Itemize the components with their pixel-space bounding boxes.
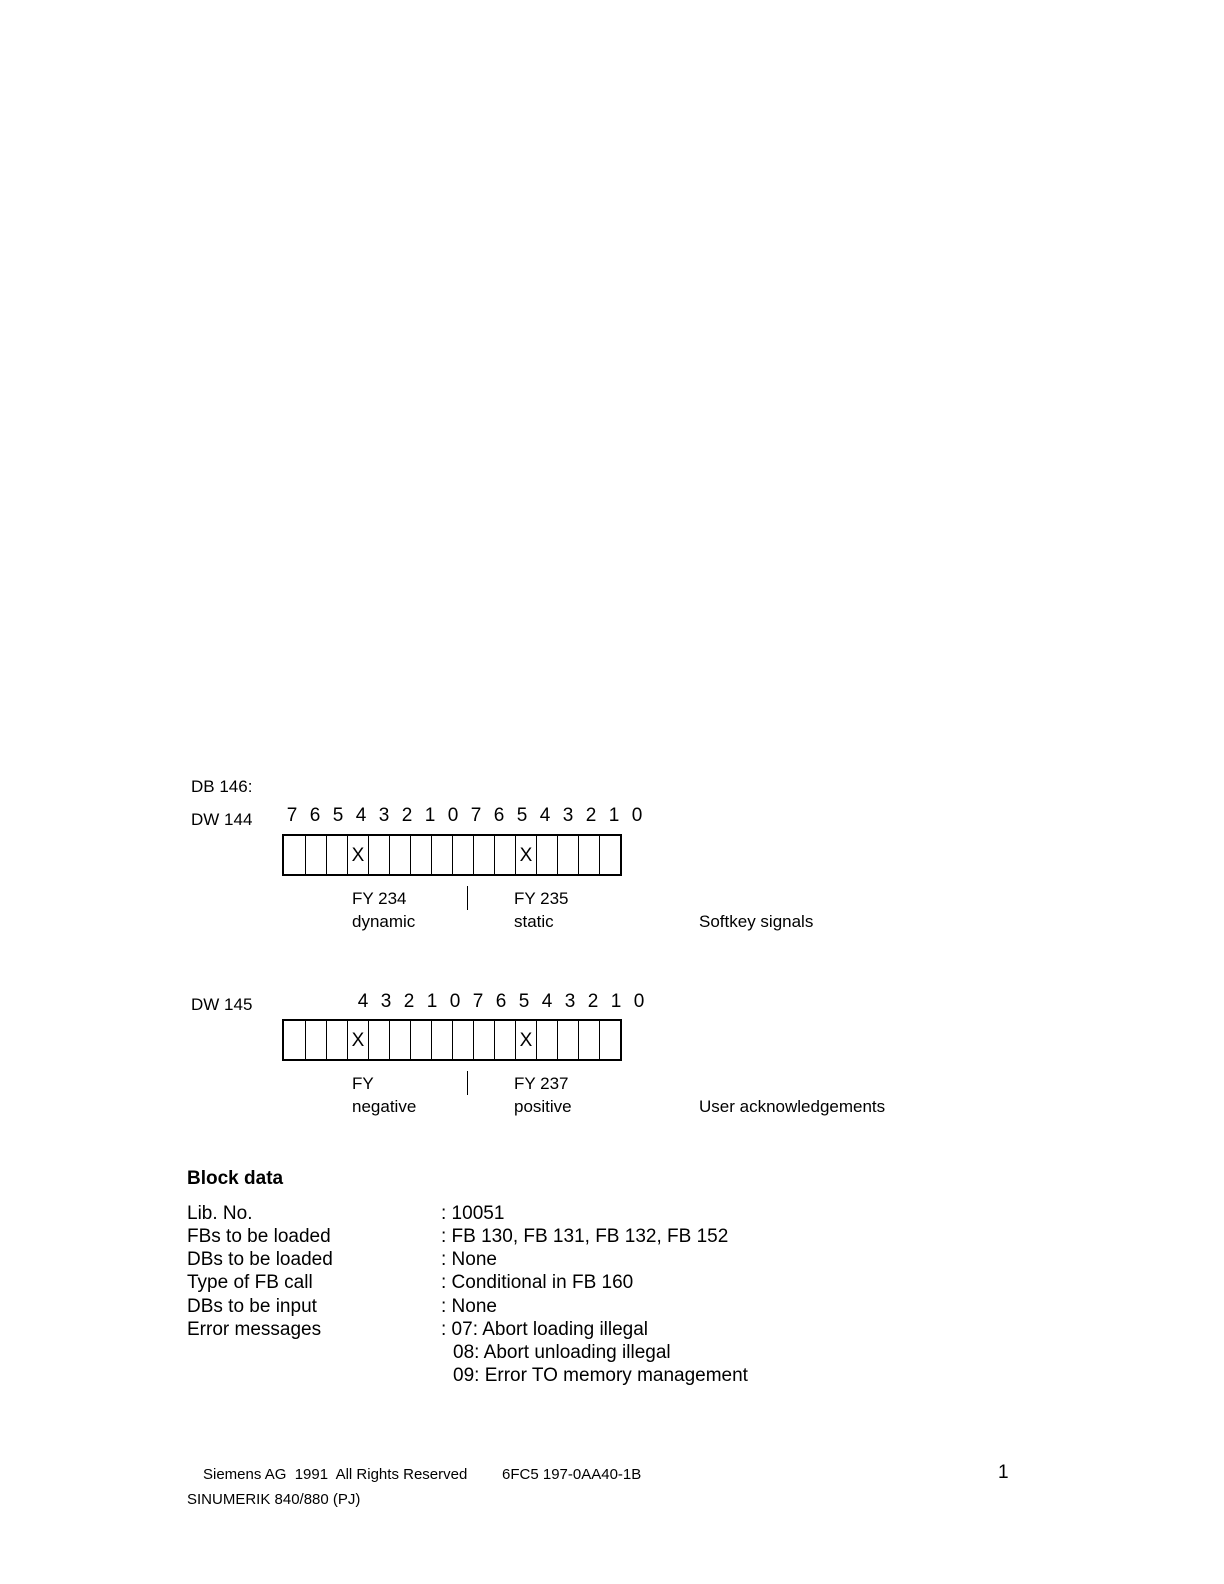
dw145-bit: 5 <box>518 991 530 1012</box>
footer-copyright: Siemens AG 1991 All Rights Reserved <box>203 1466 468 1483</box>
block-row-label: DBs to be loaded <box>187 1249 333 1270</box>
error-message: 09: Error TO memory management <box>453 1365 748 1386</box>
bit-cell <box>305 1021 326 1059</box>
dw145-bit: 6 <box>495 991 507 1012</box>
dw144-right-desc: static <box>514 912 554 931</box>
dw144-bit: 0 <box>447 805 459 826</box>
bit-cell <box>473 1021 494 1059</box>
dw145-bit: 1 <box>426 991 438 1012</box>
dw145-bit: 0 <box>633 991 645 1012</box>
block-row-value: : Conditional in FB 160 <box>441 1272 634 1293</box>
bit-cell <box>410 836 431 874</box>
dw145-bit: 4 <box>357 991 369 1012</box>
bit-cell <box>536 1021 557 1059</box>
block-row-value: : None <box>441 1296 497 1317</box>
block-row-value: : 07: Abort loading illegal <box>441 1319 649 1340</box>
bit-cell <box>410 1021 431 1059</box>
bit-cell <box>452 836 473 874</box>
bit-cell <box>599 836 620 874</box>
dw145-label: DW 145 <box>191 995 253 1014</box>
bit-cell <box>536 836 557 874</box>
bit-cell <box>284 836 305 874</box>
dw145-right-desc: positive <box>514 1097 572 1116</box>
dw145-left-desc: negative <box>352 1097 417 1116</box>
dw145-bit: 2 <box>403 991 415 1012</box>
dw144-bit: 6 <box>309 805 321 826</box>
dw145-register <box>282 1019 622 1061</box>
dw145-bit: 4 <box>541 991 553 1012</box>
bit-cell <box>284 1021 305 1059</box>
dw144-bit: 2 <box>401 805 413 826</box>
dw145-left-byte: FY <box>352 1074 374 1093</box>
bit-cell <box>578 1021 599 1059</box>
bit-cell <box>389 1021 410 1059</box>
dw145-bit: 2 <box>587 991 599 1012</box>
page-number: 1 <box>998 1462 1009 1483</box>
bit-cell <box>326 836 347 874</box>
db-label: DB 146: <box>191 777 253 796</box>
dw144-bit: 7 <box>470 805 482 826</box>
dw145-right-byte: FY 237 <box>514 1074 569 1093</box>
footer-order-no: 6FC5 197-0AA40-1B <box>502 1466 642 1483</box>
bit-cell <box>368 1021 389 1059</box>
dw144-bit: 1 <box>424 805 436 826</box>
block-row-value: : FB 130, FB 131, FB 132, FB 152 <box>441 1226 729 1247</box>
dw144-bit: 1 <box>608 805 620 826</box>
bit-cell: X <box>515 1021 536 1059</box>
dw144-left-desc: dynamic <box>352 912 416 931</box>
bit-cell <box>494 1021 515 1059</box>
dw145-bit: 7 <box>472 991 484 1012</box>
byte-separator <box>467 1071 468 1095</box>
block-row-label: DBs to be input <box>187 1296 317 1317</box>
bit-cell <box>557 836 578 874</box>
dw144-left-byte: FY 234 <box>352 889 407 908</box>
bit-cell <box>557 1021 578 1059</box>
bit-cell: X <box>515 836 536 874</box>
dw144-note: Softkey signals <box>699 912 814 931</box>
bit-cell <box>431 836 452 874</box>
footer-product: SINUMERIK 840/880 (PJ) <box>187 1491 361 1508</box>
dw144-bit: 0 <box>631 805 643 826</box>
bit-cell: X <box>347 1021 368 1059</box>
block-data-heading: Block data <box>187 1168 284 1189</box>
block-row-label: Lib. No. <box>187 1203 253 1224</box>
bit-cell <box>473 836 494 874</box>
block-row-label: FBs to be loaded <box>187 1226 331 1247</box>
bit-cell <box>389 836 410 874</box>
byte-separator <box>467 886 468 910</box>
dw144-bit: 3 <box>562 805 574 826</box>
bit-cell <box>452 1021 473 1059</box>
dw145-bit: 3 <box>380 991 392 1012</box>
block-row-value: : None <box>441 1249 497 1270</box>
block-row-value: : 10051 <box>441 1203 505 1224</box>
dw144-right-byte: FY 235 <box>514 889 569 908</box>
bit-cell <box>368 836 389 874</box>
bit-cell <box>326 1021 347 1059</box>
dw144-bit: 2 <box>585 805 597 826</box>
block-row-label: Type of FB call <box>187 1272 313 1293</box>
bit-cell <box>305 836 326 874</box>
dw145-bit: 0 <box>449 991 461 1012</box>
dw145-bit: 3 <box>564 991 576 1012</box>
dw144-label: DW 144 <box>191 810 253 829</box>
dw144-bit: 5 <box>516 805 528 826</box>
dw144-bit: 4 <box>539 805 551 826</box>
bit-cell <box>578 836 599 874</box>
bit-cell: X <box>347 836 368 874</box>
dw144-bit: 3 <box>378 805 390 826</box>
dw144-bit: 7 <box>286 805 298 826</box>
bit-cell <box>431 1021 452 1059</box>
dw145-note: User acknowledgements <box>699 1097 886 1116</box>
error-message: 08: Abort unloading illegal <box>453 1342 671 1363</box>
dw144-register <box>282 834 622 876</box>
dw144-bit: 5 <box>332 805 344 826</box>
dw145-bit: 1 <box>610 991 622 1012</box>
dw144-bit: 4 <box>355 805 367 826</box>
bit-cell <box>494 836 515 874</box>
dw144-bit: 6 <box>493 805 505 826</box>
block-row-label: Error messages <box>187 1319 322 1340</box>
bit-cell <box>599 1021 620 1059</box>
